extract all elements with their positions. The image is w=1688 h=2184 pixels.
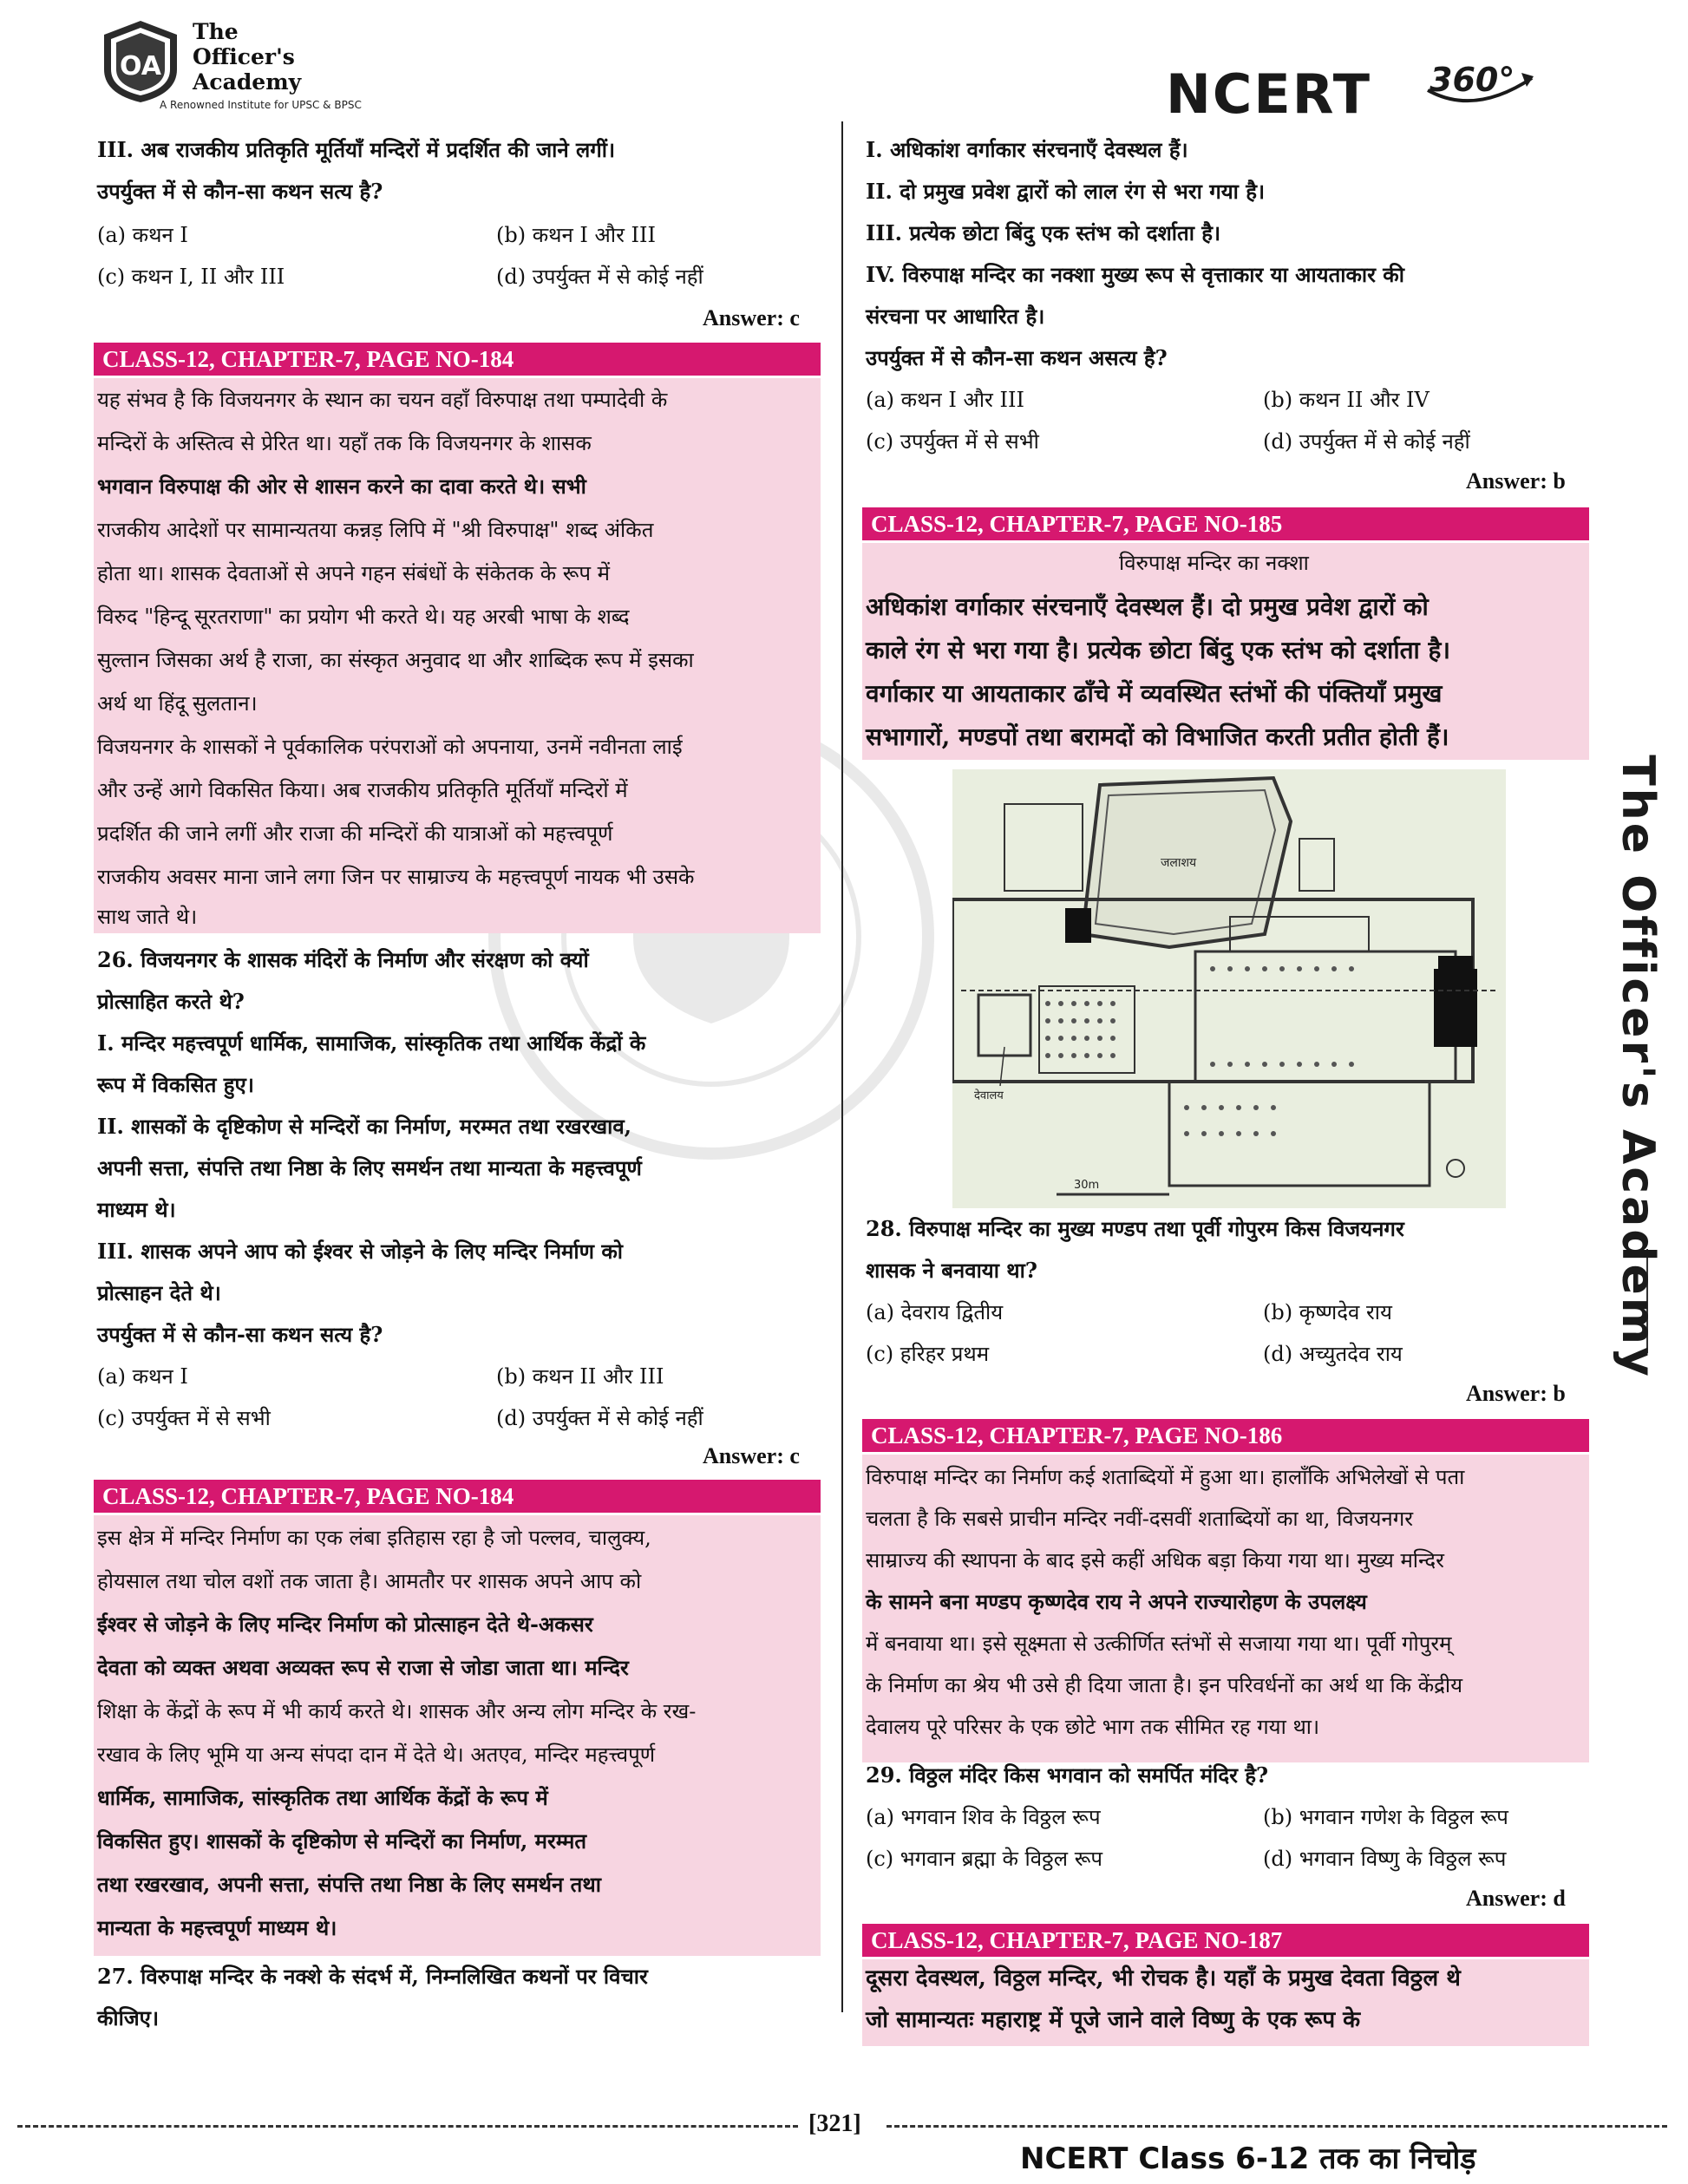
ref-line: रखाव के लिए भूमि या अन्य संपदा दान में देते थे। अतएव, मन्दिर महत्त्वपूर्ण: [97, 1743, 656, 1767]
q27-statement: IV. विरुपाक्ष मन्दिर का नक्शा मुख्य रूप से वृत्ताकार या आयताकार की: [866, 262, 1404, 287]
ref-line: में बनवाया था। इसे सूक्ष्मता से उत्कीर्णित स्तंभों से सजाया गया था। पूर्वी गोपुरम्: [866, 1631, 1452, 1656]
ref-line: शिक्षा के केंद्रों के रूप में भी कार्य करते थे। शासक और अन्य लोग मन्दिर के रख-: [97, 1699, 697, 1723]
ref-line: चलता है कि सबसे प्राचीन मन्दिर नवीं-दसवीं शताब्दियों का था, विजयनगर: [866, 1507, 1414, 1531]
map-label-shrine: देवालय: [974, 1089, 1004, 1102]
q27-statement: संरचना पर आधारित है।: [866, 304, 1045, 329]
q25-option-c[interactable]: (c) कथन I, II और III: [97, 265, 285, 289]
q25-answer: Answer: c: [703, 305, 800, 330]
q26-line: 26. विजयनगर के शासक मंदिरों के निर्माण और संरक्षण को क्यों: [97, 947, 589, 972]
ref-line: साथ जाते थे।: [97, 905, 198, 929]
q28-option-d[interactable]: (d) अच्युतदेव राय: [1263, 1342, 1403, 1366]
q26-line: रूप में विकसित हुए।: [97, 1072, 254, 1097]
q26-line: प्रोत्साहन देते थे।: [97, 1280, 221, 1305]
virupaksha-temple-plan: [952, 769, 1506, 1208]
q27-statement: III. प्रत्येक छोटा बिंदु एक स्तंभ को दर्शाता है।: [866, 220, 1221, 245]
ref-line: और उन्हें आगे विकसित किया। अब राजकीय प्रतिकृति मूर्तियाँ मन्दिरों में: [97, 778, 628, 802]
ref-line: प्रदर्शित की जाने लगीं और राजा की मन्दिरों की यात्राओं को महत्त्वपूर्ण: [97, 821, 613, 846]
logo-line-2: Officer's: [193, 44, 295, 69]
q26-option-d[interactable]: (d) उपर्युक्त में से कोई नहीं: [496, 1406, 703, 1430]
q27-line: 27. विरुपाक्ष मन्दिर के नक्शे के संदर्भ में, निम्नलिखित कथनों पर विचार: [97, 1964, 648, 1989]
q26-answer: Answer: c: [703, 1443, 800, 1468]
q29-option-d[interactable]: (d) भगवान विष्णु के विठ्ठल रूप: [1263, 1847, 1507, 1871]
q29-option-a[interactable]: (a) भगवान शिव के विठ्ठल रूप: [866, 1805, 1101, 1829]
ref-line: सुल्तान जिसका अर्थ है राजा, का संस्कृत अनुवाद था और शाब्दिक रूप में इसका: [97, 648, 694, 672]
q27-option-b[interactable]: (b) कथन II और IV: [1263, 388, 1430, 412]
ref-line: दूसरा देवस्थल, विठ्ठल मन्दिर, भी रोचक है। यहाँ के प्रमुख देवता विठ्ठल थे: [866, 1965, 1461, 1991]
q29-option-b[interactable]: (b) भगवान गणेश के विठ्ठल रूप: [1263, 1805, 1508, 1829]
q27-answer: Answer: b: [1466, 468, 1566, 494]
q27-statement: I. अधिकांश वर्गाकार संरचनाएँ देवस्थल हैं।: [866, 137, 1188, 162]
footer-dash-left: [17, 2125, 798, 2128]
ref-line: देवालय पूरे परिसर के एक छोटे भाग तक सीमित रह गया था।: [866, 1715, 1320, 1739]
q27-statement: II. दो प्रमुख प्रवेश द्वारों को लाल रंग से भरा गया है।: [866, 179, 1266, 204]
q27-option-d[interactable]: (d) उपर्युक्त में से कोई नहीं: [1263, 429, 1470, 454]
map-label-tank: जलाशय: [1161, 856, 1197, 870]
ref-line: विजयनगर के शासकों ने पूर्वकालिक परंपराओं को अपनाया, उनमें नवीनता लाई: [97, 735, 683, 759]
q26-option-b[interactable]: (b) कथन II और III: [496, 1364, 664, 1389]
q26-line: II. शासकों के दृष्टिकोण से मन्दिरों का निर्माण, मरम्मत तथा रखरखाव,: [97, 1114, 632, 1139]
section-banner: CLASS-12, CHAPTER-7, PAGE NO-187: [862, 1924, 1589, 1957]
ref-line: के निर्माण का श्रेय भी उसे ही दिया जाता है। इन परिवर्धनों का अर्थ था कि केंद्रीय: [866, 1673, 1463, 1697]
q29-option-c[interactable]: (c) भगवान ब्रह्मा के विठ्ठल रूप: [866, 1847, 1102, 1871]
ref-line: मन्दिरों के अस्तित्व से प्रेरित था। यहाँ तक कि विजयनगर के शासक: [97, 431, 592, 455]
section-banner: CLASS-12, CHAPTER-7, PAGE NO-184: [94, 343, 821, 376]
map-caption: विरुपाक्ष मन्दिर का नक्शा: [1119, 551, 1309, 575]
ref-line: भगवान विरुपाक्ष की ओर से शासन करने का दावा करते थे। सभी: [97, 474, 586, 499]
q27-line: कीजिए।: [97, 2005, 160, 2030]
ref-line: मान्यता के महत्त्वपूर्ण माध्यम थे।: [97, 1915, 337, 1940]
brand-title: NCERT: [1166, 62, 1371, 126]
ref-line: अर्थ था हिंदू सुलतान।: [97, 691, 258, 716]
svg-text:OA: OA: [120, 51, 161, 82]
ref-line: राजकीय आदेशों पर सामान्यतया कन्नड़ लिपि में "श्री विरुपाक्ष" शब्द अंकित: [97, 518, 654, 542]
footer-title: NCERT Class 6-12 तक का निचोड़: [1020, 2141, 1476, 2176]
ref-line: काले रंग से भरा गया है। प्रत्येक छोटा बिंदु एक स्तंभ को दर्शाता है।: [866, 636, 1451, 664]
q26-line: I. मन्दिर महत्त्वपूर्ण धार्मिक, सामाजिक, सांस्कृतिक तथा आर्थिक केंद्रों के: [97, 1030, 646, 1056]
logo-line-3: Academy: [193, 69, 302, 95]
q25-prompt: उपर्युक्त में से कौन-सा कथन सत्य है?: [97, 179, 383, 204]
q28-answer: Answer: b: [1466, 1381, 1566, 1406]
q26-line: III. शासक अपने आप को ईश्वर से जोड़ने के लिए मन्दिर निर्माण को: [97, 1239, 623, 1264]
section-banner: CLASS-12, CHAPTER-7, PAGE NO-186: [862, 1419, 1589, 1452]
logo-name: [193, 19, 301, 95]
logo-tagline: A Renowned Institute for UPSC & BPSC: [160, 99, 362, 111]
q25-statement-3: III. अब राजकीय प्रतिकृति मूर्तियाँ मन्दिरों में प्रदर्शित की जाने लगीं।: [97, 137, 616, 162]
q29-line: 29. विठ्ठल मंदिर किस भगवान को समर्पित मंदिर है?: [866, 1762, 1269, 1788]
ref-line: के सामने बना मण्डप कृष्णदेव राय ने अपने राज्यारोहण के उपलक्ष्य: [866, 1589, 1367, 1614]
q26-line: प्रोत्साहित करते थे?: [97, 989, 245, 1014]
sidebar-title: The Officer's Academy: [1612, 755, 1664, 1379]
ref-line: होयसाल तथा चोल वशों तक जाता है। आमतौर पर शासक अपने आप को: [97, 1569, 642, 1593]
q28-line: शासक ने बनवाया था?: [866, 1258, 1037, 1283]
ref-line: विरुपाक्ष मन्दिर का निर्माण कई शताब्दियों में हुआ था। हालाँकि अभिलेखों से पता: [866, 1465, 1465, 1489]
q26-line: माध्यम थे।: [97, 1197, 176, 1222]
section-banner: CLASS-12, CHAPTER-7, PAGE NO-184: [94, 1480, 821, 1513]
ref-line: तथा रखरखाव, अपनी सत्ता, संपत्ति तथा निष्ठा के लिए समर्थन तथा: [97, 1872, 601, 1897]
brand-suffix: 360°: [1430, 61, 1515, 99]
ref-line: साम्राज्य की स्थापना के बाद इसे कहीं अधिक बड़ा किया गया था। मुख्य मन्दिर: [866, 1548, 1444, 1573]
q28-option-b[interactable]: (b) कृष्णदेव राय: [1263, 1300, 1392, 1324]
academy-logo-icon: [97, 17, 184, 104]
page-number: [321]: [808, 2110, 861, 2137]
q25-option-a[interactable]: (a) कथन I: [97, 223, 188, 247]
ref-line: यह संभव है कि विजयनगर के स्थान का चयन वहाँ विरुपाक्ष तथा पम्पादेवी के: [97, 388, 668, 412]
q29-answer: Answer: d: [1466, 1886, 1566, 1911]
ref-line: ईश्वर से जोड़ने के लिए मन्दिर निर्माण को प्रोत्साहन देते थे-अकसर: [97, 1612, 593, 1637]
ref-line: धार्मिक, सामाजिक, सांस्कृतिक तथा आर्थिक केंद्रों के रूप में: [97, 1785, 548, 1810]
q25-option-b[interactable]: (b) कथन I और III: [496, 223, 656, 247]
q28-line: 28. विरुपाक्ष मन्दिर का मुख्य मण्डप तथा पूर्वी गोपुरम किस विजयनगर: [866, 1216, 1404, 1241]
footer-dash-right: [887, 2125, 1667, 2128]
q26-option-a[interactable]: (a) कथन I: [97, 1364, 188, 1389]
q26-prompt: उपर्युक्त में से कौन-सा कथन सत्य है?: [97, 1322, 383, 1347]
ref-line: वर्गाकार या आयताकार ढाँचे में व्यवस्थित स्तंभों की पंक्तियाँ प्रमुख: [866, 679, 1443, 708]
q28-option-c[interactable]: (c) हरिहर प्रथम: [866, 1342, 990, 1366]
ref-line: अधिकांश वर्गाकार संरचनाएँ देवस्थल हैं। दो प्रमुख प्रवेश द्वारों को: [866, 592, 1429, 621]
q27-prompt: उपर्युक्त में से कौन-सा कथन असत्य है?: [866, 345, 1168, 370]
ref-line: जो सामान्यतः महाराष्ट्र में पूजे जाने वाले विष्णु के एक रूप के: [866, 2007, 1361, 2033]
ref-line: इस क्षेत्र में मन्दिर निर्माण का एक लंबा इतिहास रहा है जो पल्लव, चालुक्य,: [97, 1526, 651, 1550]
q27-option-c[interactable]: (c) उपर्युक्त में से सभी: [866, 429, 1039, 454]
q27-option-a[interactable]: (a) कथन I और III: [866, 388, 1024, 412]
map-label-scale: 30m: [1074, 1179, 1100, 1192]
ref-line: विरुद "हिन्दू सूरतराणा" का प्रयोग भी करते थे। यह अरबी भाषा के शब्द: [97, 605, 630, 629]
q28-option-a[interactable]: (a) देवराय द्वितीय: [866, 1300, 1004, 1324]
q25-option-d[interactable]: (d) उपर्युक्त में से कोई नहीं: [496, 265, 703, 289]
q26-option-c[interactable]: (c) उपर्युक्त में से सभी: [97, 1406, 271, 1430]
q26-line: अपनी सत्ता, संपत्ति तथा निष्ठा के लिए समर्थन तथा मान्यता के महत्त्वपूर्ण: [97, 1155, 642, 1180]
ref-line: देवता को व्यक्त अथवा अव्यक्त रूप से राजा से जोडा जाता था। मन्दिर: [97, 1655, 629, 1680]
logo-line-1: The: [193, 19, 239, 44]
ref-line: सभागारों, मण्डपों तथा बरामदों को विभाजित करती प्रतीत होती हैं।: [866, 723, 1449, 751]
ref-line: राजकीय अवसर माना जाने लगा जिन पर साम्राज्य के महत्त्वपूर्ण नायक भी उसके: [97, 865, 695, 889]
ref-line: होता था। शासक देवताओं से अपने गहन संबंधों के संकेतक के रूप में: [97, 561, 611, 585]
section-banner: CLASS-12, CHAPTER-7, PAGE NO-185: [862, 507, 1589, 540]
ref-line: विकसित हुए। शासकों के दृष्टिकोण से मन्दिरों का निर्माण, मरम्मत: [97, 1828, 587, 1854]
